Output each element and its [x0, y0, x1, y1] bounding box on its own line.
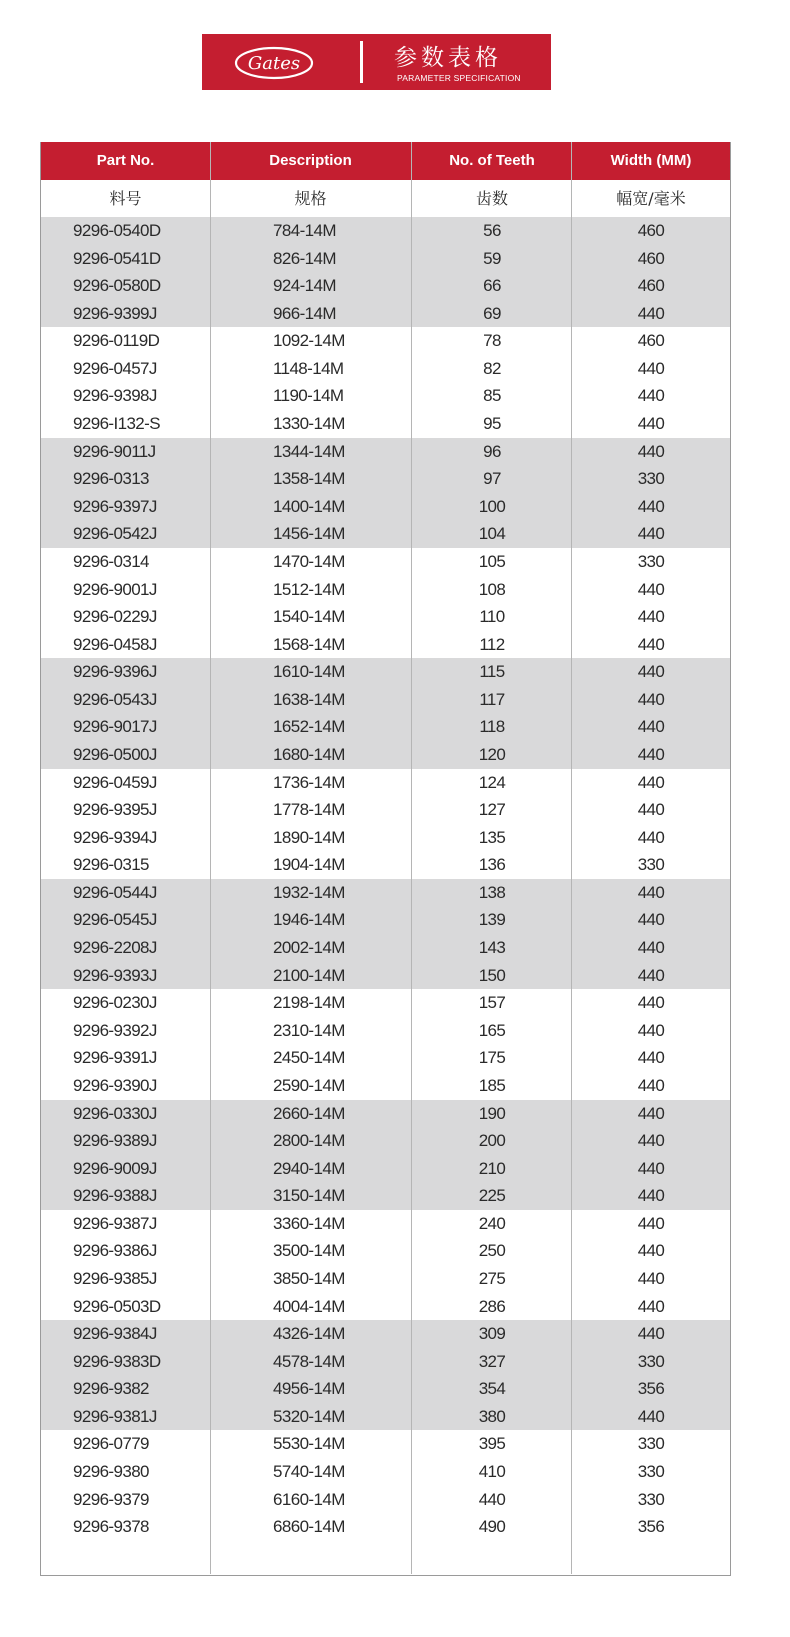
cell-teeth: 354	[478, 1379, 506, 1399]
cell-width: 440	[637, 910, 665, 930]
table-row	[41, 355, 730, 383]
cell-part-no: 9296-9011J	[73, 441, 156, 461]
cell-width: 440	[637, 772, 665, 792]
table-body	[41, 217, 730, 1541]
cell-teeth: 380	[478, 1406, 506, 1426]
cell-description: 1092-14M	[273, 331, 345, 351]
table-row	[41, 603, 730, 631]
table-row	[41, 769, 730, 797]
table-row	[41, 851, 730, 879]
table-row	[41, 217, 730, 245]
cell-width: 440	[637, 1158, 665, 1178]
cell-teeth: 440	[478, 1489, 506, 1509]
cell-teeth: 275	[478, 1268, 506, 1288]
cell-part-no: 9296-9384J	[73, 1324, 157, 1344]
table-row	[41, 410, 730, 438]
table-row	[41, 1458, 730, 1486]
cell-teeth: 185	[478, 1075, 506, 1095]
cell-part-no: 9296-9386J	[73, 1241, 157, 1261]
cell-width: 330	[637, 551, 665, 571]
cell-teeth: 100	[478, 496, 506, 516]
cell-width: 440	[637, 414, 665, 434]
cell-width: 440	[637, 1131, 665, 1151]
table-row	[41, 1403, 730, 1431]
cell-part-no: 9296-9389J	[73, 1131, 157, 1151]
cell-part-no: 9296-0500J	[73, 744, 157, 764]
cell-description: 1680-14M	[273, 744, 345, 764]
cell-part-no: 9296-0542J	[73, 524, 157, 544]
cell-description: 2450-14M	[273, 1048, 345, 1068]
table-row	[41, 1320, 730, 1348]
cell-description: 5740-14M	[273, 1462, 345, 1482]
cell-teeth: 105	[478, 551, 506, 571]
cell-width: 460	[637, 276, 665, 296]
cell-teeth: 69	[483, 303, 501, 323]
cell-description: 1190-14M	[273, 386, 344, 406]
cell-part-no: 9296-0545J	[73, 910, 157, 930]
cell-teeth: 124	[478, 772, 506, 792]
table-row	[41, 245, 730, 273]
cell-part-no: 9296-9398J	[73, 386, 157, 406]
table-row	[41, 1127, 730, 1155]
cell-width: 440	[637, 1213, 665, 1233]
cell-description: 1568-14M	[273, 634, 345, 654]
cell-description: 4004-14M	[273, 1296, 345, 1316]
cell-part-no: 9296-9388J	[73, 1186, 157, 1206]
cell-part-no: 9296-9396J	[73, 662, 157, 682]
cell-description: 2002-14M	[273, 938, 345, 958]
table-row	[41, 1017, 730, 1045]
table-row	[41, 1430, 730, 1458]
table-row	[41, 1486, 730, 1514]
cell-description: 2310-14M	[273, 1020, 345, 1040]
cell-part-no: 9296-0540D	[73, 221, 161, 240]
table-row	[41, 1072, 730, 1100]
column-divider	[571, 142, 572, 1574]
cell-part-no: 9296-9394J	[73, 827, 157, 847]
table-row	[41, 1375, 730, 1403]
cell-description: 1470-14M	[273, 551, 345, 571]
cell-description: 924-14M	[273, 276, 336, 296]
cell-teeth: 327	[478, 1351, 506, 1371]
cell-teeth: 78	[483, 331, 501, 351]
cell-teeth: 490	[478, 1517, 506, 1537]
cell-width: 440	[637, 1268, 665, 1288]
cell-description: 5320-14M	[273, 1406, 345, 1426]
cell-teeth: 309	[478, 1324, 506, 1344]
table-row	[41, 906, 730, 934]
cell-width: 440	[637, 938, 665, 958]
cell-width: 440	[637, 1324, 665, 1344]
cell-part-no: 9296-9390J	[73, 1075, 157, 1095]
cell-part-no: 9296-0229J	[73, 607, 157, 627]
cell-description: 2800-14M	[273, 1131, 345, 1151]
table-row	[41, 493, 730, 521]
cell-part-no: 9296-0580D	[73, 276, 161, 296]
cell-width: 460	[637, 331, 665, 351]
svg-text:Gates: Gates	[247, 53, 301, 74]
cell-teeth: 95	[483, 414, 501, 434]
table-row	[41, 1100, 730, 1128]
cell-width: 330	[637, 469, 665, 489]
cell-part-no: 9296-I132-S	[73, 414, 160, 434]
cell-width: 330	[637, 855, 665, 875]
header-cn-teeth: 齿数	[475, 189, 508, 208]
cell-part-no: 9296-0543J	[73, 689, 157, 709]
cell-part-no: 9296-9381J	[73, 1406, 157, 1426]
cell-part-no: 9296-0313	[73, 469, 149, 489]
cell-width: 440	[637, 1103, 665, 1123]
cell-teeth: 56	[483, 221, 501, 240]
cell-description: 1456-14M	[273, 524, 345, 544]
column-divider	[411, 142, 412, 1574]
cell-description: 1344-14M	[273, 441, 345, 461]
cell-width: 440	[637, 496, 665, 516]
cell-description: 1736-14M	[273, 772, 345, 792]
cell-teeth: 136	[478, 855, 506, 875]
cell-width: 440	[637, 386, 665, 406]
table-row	[41, 300, 730, 328]
table-row	[41, 576, 730, 604]
header-part-no: Part No.	[96, 152, 155, 169]
cell-teeth: 165	[478, 1020, 506, 1040]
column-divider	[210, 142, 211, 1574]
cell-description: 1540-14M	[273, 607, 345, 627]
cell-width: 440	[637, 358, 665, 378]
cell-part-no: 9296-9001J	[73, 579, 157, 599]
gates-logo	[232, 45, 316, 81]
cell-width: 440	[637, 579, 665, 599]
cell-part-no: 9296-0459J	[73, 772, 157, 792]
cell-part-no: 9296-9392J	[73, 1020, 157, 1040]
cell-part-no: 9296-0544J	[73, 882, 157, 902]
cell-teeth: 200	[478, 1131, 506, 1151]
table-row	[41, 1210, 730, 1238]
cell-description: 1778-14M	[273, 800, 345, 820]
parameter-table	[40, 142, 731, 1576]
cell-width: 440	[637, 662, 665, 682]
cell-teeth: 210	[478, 1158, 506, 1178]
cell-part-no: 9296-0230J	[73, 993, 157, 1013]
table-row	[41, 382, 730, 410]
table-row	[41, 686, 730, 714]
cell-part-no: 9296-9379	[73, 1489, 149, 1509]
table-header-cn-row	[41, 180, 730, 217]
banner-title-en: PARAMETER SPECIFICATION	[397, 73, 521, 83]
table-row	[41, 713, 730, 741]
cell-description: 2590-14M	[273, 1075, 345, 1095]
cell-teeth: 112	[479, 634, 505, 654]
cell-teeth: 120	[478, 744, 506, 764]
cell-description: 4578-14M	[273, 1351, 345, 1371]
cell-teeth: 135	[478, 827, 506, 847]
cell-teeth: 118	[479, 717, 505, 737]
cell-part-no: 9296-9009J	[73, 1158, 157, 1178]
cell-description: 1330-14M	[273, 414, 345, 434]
cell-description: 3360-14M	[273, 1213, 345, 1233]
cell-width: 330	[637, 1434, 665, 1454]
cell-width: 440	[637, 1186, 665, 1206]
cell-description: 2660-14M	[273, 1103, 345, 1123]
cell-width: 440	[637, 441, 665, 461]
cell-description: 2940-14M	[273, 1158, 345, 1178]
table-header-row	[41, 142, 730, 180]
table-row	[41, 1348, 730, 1376]
cell-width: 330	[637, 1351, 665, 1371]
cell-width: 330	[637, 1489, 665, 1509]
cell-width: 440	[637, 965, 665, 985]
cell-teeth: 150	[478, 965, 506, 985]
cell-width: 440	[637, 524, 665, 544]
table-row	[41, 1293, 730, 1321]
cell-description: 2100-14M	[273, 965, 345, 985]
cell-description: 1904-14M	[273, 855, 345, 875]
cell-part-no: 9296-9380	[73, 1462, 149, 1482]
cell-width: 440	[637, 1075, 665, 1095]
cell-description: 1652-14M	[273, 717, 345, 737]
table-row	[41, 934, 730, 962]
header-description: Description	[269, 152, 352, 169]
table-row	[41, 438, 730, 466]
table-row	[41, 327, 730, 355]
cell-part-no: 9296-0315	[73, 855, 149, 875]
cell-width: 440	[637, 882, 665, 902]
header-width: Width (MM)	[610, 152, 692, 169]
cell-teeth: 240	[478, 1213, 506, 1233]
cell-description: 6860-14M	[273, 1517, 345, 1537]
cell-teeth: 286	[478, 1296, 506, 1316]
cell-description: 966-14M	[273, 303, 336, 323]
cell-teeth: 82	[483, 358, 501, 378]
cell-part-no: 9296-9383D	[73, 1351, 161, 1371]
cell-width: 440	[637, 744, 665, 764]
cell-description: 1512-14M	[273, 579, 345, 599]
cell-description: 3850-14M	[273, 1268, 345, 1288]
cell-description: 3150-14M	[273, 1186, 345, 1206]
cell-width: 440	[637, 1406, 665, 1426]
cell-width: 440	[637, 717, 665, 737]
cell-teeth: 117	[479, 689, 505, 709]
cell-part-no: 9296-9017J	[73, 717, 157, 737]
brand-banner	[202, 34, 551, 90]
cell-width: 440	[637, 993, 665, 1013]
cell-teeth: 96	[483, 441, 501, 461]
cell-teeth: 104	[478, 524, 506, 544]
cell-width: 440	[637, 800, 665, 820]
cell-teeth: 139	[478, 910, 506, 930]
cell-description: 1946-14M	[273, 910, 345, 930]
cell-part-no: 9296-9395J	[73, 800, 157, 820]
cell-width: 440	[637, 827, 665, 847]
cell-part-no: 9296-9382	[73, 1379, 149, 1399]
banner-title-cn: 参数表格	[394, 45, 502, 71]
cell-description: 1932-14M	[273, 882, 345, 902]
cell-part-no: 9296-9387J	[73, 1213, 157, 1233]
table-row	[41, 1044, 730, 1072]
table-row	[41, 1237, 730, 1265]
cell-description: 4326-14M	[273, 1324, 345, 1344]
cell-description: 1890-14M	[273, 827, 345, 847]
cell-description: 784-14M	[273, 221, 336, 240]
cell-teeth: 66	[483, 276, 501, 296]
cell-teeth: 143	[478, 938, 506, 958]
cell-teeth: 190	[478, 1103, 506, 1123]
cell-teeth: 395	[478, 1434, 506, 1454]
cell-teeth: 59	[483, 248, 501, 268]
cell-part-no: 9296-9391J	[73, 1048, 157, 1068]
table-row	[41, 741, 730, 769]
banner-divider	[360, 41, 363, 83]
cell-width: 440	[637, 1020, 665, 1040]
cell-width: 460	[637, 248, 665, 268]
cell-width: 440	[637, 689, 665, 709]
cell-width: 460	[637, 221, 665, 240]
cell-part-no: 9296-9399J	[73, 303, 157, 323]
cell-part-no: 9296-0503D	[73, 1296, 161, 1316]
cell-teeth: 108	[478, 579, 506, 599]
cell-part-no: 9296-0779	[73, 1434, 149, 1454]
cell-description: 6160-14M	[273, 1489, 345, 1509]
cell-part-no: 9296-0458J	[73, 634, 157, 654]
cell-part-no: 9296-9385J	[73, 1268, 157, 1288]
cell-description: 826-14M	[273, 248, 336, 268]
table-row	[41, 658, 730, 686]
cell-part-no: 9296-0330J	[73, 1103, 157, 1123]
table-row	[41, 520, 730, 548]
cell-teeth: 138	[478, 882, 506, 902]
table-row	[41, 796, 730, 824]
table-row	[41, 879, 730, 907]
cell-width: 440	[637, 1048, 665, 1068]
cell-description: 4956-14M	[273, 1379, 345, 1399]
cell-teeth: 225	[478, 1186, 506, 1206]
cell-teeth: 85	[483, 386, 501, 406]
cell-part-no: 9296-0457J	[73, 358, 157, 378]
cell-width: 440	[637, 607, 665, 627]
cell-part-no: 9296-9397J	[73, 496, 157, 516]
table-row	[41, 962, 730, 990]
cell-description: 5530-14M	[273, 1434, 345, 1454]
table-row	[41, 1182, 730, 1210]
cell-part-no: 9296-9378	[73, 1517, 149, 1537]
cell-width: 356	[637, 1517, 665, 1537]
cell-description: 1638-14M	[273, 689, 345, 709]
cell-width: 440	[637, 1241, 665, 1261]
cell-description: 1610-14M	[273, 662, 345, 682]
cell-width: 330	[637, 1462, 665, 1482]
cell-part-no: 9296-9393J	[73, 965, 157, 985]
table-row	[41, 272, 730, 300]
cell-part-no: 9296-0314	[73, 551, 149, 571]
table-row	[41, 548, 730, 576]
cell-teeth: 127	[478, 800, 506, 820]
table-row	[41, 1513, 730, 1541]
cell-teeth: 97	[483, 469, 501, 489]
header-teeth: No. of Teeth	[449, 152, 535, 169]
cell-width: 440	[637, 634, 665, 654]
cell-description: 1358-14M	[273, 469, 345, 489]
table-row	[41, 1265, 730, 1293]
cell-width: 440	[637, 1296, 665, 1316]
cell-teeth: 175	[478, 1048, 506, 1068]
table-row	[41, 1155, 730, 1183]
table-row	[41, 465, 730, 493]
cell-part-no: 9296-2208J	[73, 938, 157, 958]
cell-part-no: 9296-0119D	[73, 331, 160, 351]
cell-teeth: 115	[479, 662, 505, 682]
cell-width: 440	[637, 303, 665, 323]
cell-description: 1400-14M	[273, 496, 345, 516]
cell-teeth: 157	[478, 993, 506, 1013]
cell-description: 2198-14M	[273, 993, 345, 1013]
table-row	[41, 631, 730, 659]
cell-teeth: 410	[478, 1462, 506, 1482]
cell-teeth: 250	[478, 1241, 506, 1261]
cell-part-no: 9296-0541D	[73, 248, 161, 268]
cell-teeth: 110	[479, 607, 505, 627]
header-cn-part-no: 料号	[109, 189, 142, 208]
header-cn-width: 幅宽/毫米	[616, 189, 686, 208]
cell-width: 356	[637, 1379, 665, 1399]
header-cn-description: 规格	[294, 189, 327, 208]
table-row	[41, 824, 730, 852]
cell-description: 3500-14M	[273, 1241, 345, 1261]
table-row	[41, 989, 730, 1017]
cell-description: 1148-14M	[273, 358, 344, 378]
